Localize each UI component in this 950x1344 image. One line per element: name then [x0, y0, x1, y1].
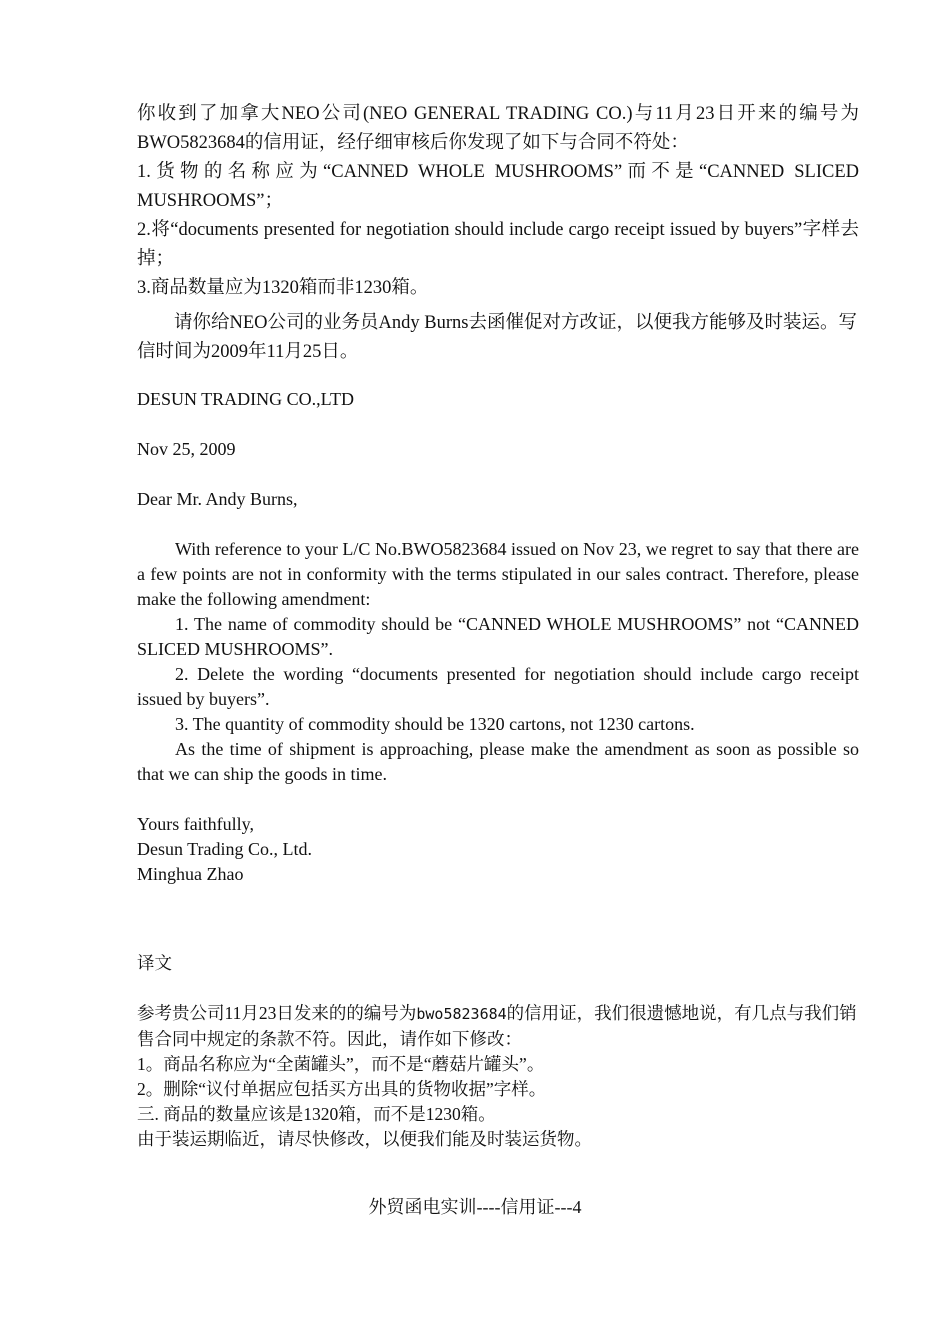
letter-closing-paragraph: As the time of shipment is approaching, please make the amendment as soon as possible so that we can ship the goods in time.	[137, 739, 859, 784]
letter-signer-name: Minghua Zhao	[137, 864, 244, 884]
letter-body-intro: With reference to your L/C No.BWO5823684 issued on Nov 23, we regret to say that there are a few points are not in conformity with the terms stipulated in our sales contract. Therefore, please make the following amendment:	[137, 539, 859, 609]
task-item-3: 3.商品数量应为1320箱而非1230箱。	[137, 278, 429, 298]
business-letter	[137, 387, 859, 887]
letter-point-3: 3. The quantity of commodity should be 1320 cartons, not 1230 cartons.	[175, 714, 695, 734]
page-footer: 外贸函电实训----信用证---4	[368, 1197, 582, 1217]
translation-section	[137, 951, 859, 1152]
letter-salutation: Dear Mr. Andy Burns,	[137, 489, 298, 509]
task-instruction: 请你给NEO公司的业务员Andy Burns去函催促对方改证，以便我方能够及时装运。写信时间为2009年11月25日。	[137, 313, 857, 362]
translation-item-3: 三. 商品的数量应该是1320箱，而不是1230箱。	[137, 1104, 496, 1124]
task-instructions	[137, 100, 859, 367]
translation-line1-pre: 参考贵公司11月23日发来的的编号为	[137, 1003, 417, 1023]
letter-company: DESUN TRADING CO.,LTD	[137, 389, 355, 409]
translation-lc-number: bwo5823684	[416, 1005, 507, 1023]
translation-line1-post: 的信用证，我们很遗憾地说，有几点与我们销售合同中规定的条款不符。因此，请作如下修改：	[137, 1003, 857, 1049]
letter-signer-company: Desun Trading Co., Ltd.	[137, 839, 313, 859]
task-item-1: 1.货物的名称应为“CANNED WHOLE MUSHROOMS”而不是“CANNED SLICED MUSHROOMS”；	[137, 162, 859, 211]
task-item-2: 2.将“documents presented for negotiation should include cargo receipt issued by buyers”字样去掉；	[137, 220, 859, 269]
translation-heading: 译文	[137, 953, 172, 973]
task-intro: 你收到了加拿大NEO公司(NEO GENERAL TRADING CO.)与11月23日开来的编号为BWO5823684的信用证，经仔细审核后你发现了如下与合同不符处：	[137, 104, 859, 153]
translation-closing: 由于装运期临近，请尽快修改，以便我们能及时装运货物。	[137, 1129, 592, 1149]
letter-sign-off: Yours faithfully,	[137, 814, 255, 834]
document-page	[137, 100, 859, 1152]
translation-item-2: 2。删除“议付单据应包括买方出具的货物收据”字样。	[137, 1079, 547, 1099]
letter-date: Nov 25, 2009	[137, 439, 236, 459]
letter-point-2: 2. Delete the wording “documents presented for negotiation should include cargo receipt issued by buyers”.	[137, 664, 859, 709]
translation-paragraph-1	[137, 1001, 859, 1052]
translation-item-1: 1。商品名称应为“全菌罐头”，而不是“蘑菇片罐头”。	[137, 1054, 545, 1074]
letter-point-1: 1. The name of commodity should be “CANNED WHOLE MUSHROOMS” not “CANNED SLICED MUSHROOMS”.	[137, 614, 859, 659]
